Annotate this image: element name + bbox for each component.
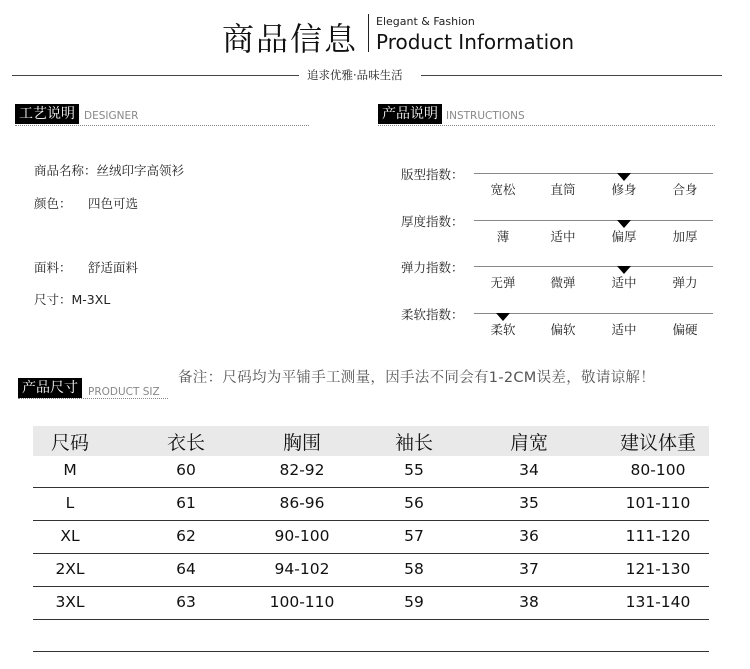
scale-option: 无弹 — [490, 275, 516, 290]
table-cell: 2XL — [55, 560, 85, 578]
scale-option: 柔软 — [490, 322, 516, 337]
table-row-divider — [33, 586, 709, 587]
table-cell: M — [63, 461, 77, 479]
table-cell: 35 — [519, 494, 539, 512]
size-dotted-rule — [18, 398, 168, 399]
table-cell: 90-100 — [274, 527, 330, 545]
table-row-divider — [33, 520, 709, 521]
info-row-fabric — [34, 258, 138, 276]
table-header-cell: 胸围 — [282, 432, 321, 454]
table-header-cell: 建议体重 — [619, 432, 696, 454]
page-title: 商品信息 — [222, 20, 359, 58]
info-label: 尺寸： — [34, 292, 72, 307]
size-tag-en: PRODUCT SIZ — [88, 386, 160, 398]
scale-option: 加厚 — [672, 229, 698, 244]
scale-option: 偏软 — [550, 322, 576, 337]
table-cell: 101-110 — [625, 494, 691, 512]
table-cell: 121-130 — [625, 560, 691, 578]
scale-track — [474, 173, 713, 174]
subtitle-rule-right — [421, 75, 722, 76]
scale-option: 合身 — [672, 182, 698, 197]
table-row-divider — [33, 619, 709, 620]
table-cell: 56 — [404, 494, 424, 512]
table-cell: 63 — [176, 593, 196, 611]
scale-marker-icon — [496, 313, 510, 321]
scale-option: 修身 — [611, 182, 637, 197]
table-header-cell: 衣长 — [166, 432, 205, 454]
table-header-cell: 袖长 — [394, 432, 433, 454]
table-cell: 59 — [404, 593, 424, 611]
table-cell: 82-92 — [279, 461, 325, 479]
table-cell: 86-96 — [279, 494, 325, 512]
table-cell: 100-110 — [269, 593, 335, 611]
info-label: 颜色： — [34, 196, 72, 211]
info-value: M-3XL — [71, 292, 111, 307]
scale-option: 宽松 — [490, 182, 516, 197]
table-cell: 64 — [176, 560, 196, 578]
info-row-size — [34, 290, 110, 308]
subtitle-rule-left — [12, 75, 299, 76]
title-tagline: Elegant & Fashion — [376, 15, 475, 28]
table-cell: 57 — [404, 527, 424, 545]
table-cell: 111-120 — [625, 527, 691, 545]
page-title-english: Product Information — [376, 30, 575, 54]
instructions-tag: 产品说明 — [378, 104, 442, 124]
table-cell: 62 — [176, 527, 196, 545]
table-cell: 80-100 — [630, 461, 686, 479]
table-row-divider — [33, 651, 709, 652]
table-header-cell: 尺码 — [50, 432, 89, 454]
page-subtitle: 追求优雅·品味生活 — [307, 68, 403, 82]
scale-option: 适中 — [611, 275, 637, 290]
table-cell: 131-140 — [625, 593, 691, 611]
table-cell: L — [65, 494, 75, 512]
scale-option: 微弹 — [550, 275, 576, 290]
table-cell: 58 — [404, 560, 424, 578]
designer-tag-en: DESIGNER — [84, 110, 139, 122]
scale-marker-icon — [617, 173, 631, 181]
designer-dotted-rule — [15, 125, 309, 126]
table-cell: 61 — [176, 494, 196, 512]
table-cell: 34 — [519, 461, 539, 479]
designer-tag: 工艺说明 — [15, 104, 79, 124]
table-cell: 36 — [519, 527, 539, 545]
info-label: 商品名称： — [34, 163, 97, 178]
scale-label: 版型指数： — [401, 167, 464, 182]
scale-option: 适中 — [611, 322, 637, 337]
scale-marker-icon — [617, 266, 631, 274]
table-row-divider — [33, 553, 709, 554]
scale-label: 弹力指数： — [401, 260, 464, 275]
table-cell: 38 — [519, 593, 539, 611]
scale-label: 厚度指数： — [401, 214, 464, 229]
scale-track — [474, 220, 713, 221]
info-label: 面料： — [34, 260, 72, 275]
size-tag: 产品尺寸 — [18, 378, 82, 398]
table-cell: 60 — [176, 461, 196, 479]
table-row-divider — [33, 487, 709, 488]
table-cell: 94-102 — [274, 560, 330, 578]
scale-marker-icon — [617, 220, 631, 228]
info-value: 丝绒印字高领衫 — [96, 163, 185, 178]
measurement-note: 备注：尺码均为平铺手工测量，因手法不同会有1-2CM误差，敬请谅解！ — [178, 370, 656, 386]
scale-option: 直筒 — [550, 182, 576, 197]
info-value: 四色可选 — [88, 196, 139, 211]
info-row-name — [34, 161, 184, 179]
info-value: 舒适面料 — [88, 260, 139, 275]
scale-track — [474, 266, 713, 267]
table-cell: 55 — [404, 461, 424, 479]
table-cell: 3XL — [55, 593, 85, 611]
title-divider — [368, 14, 369, 52]
table-cell: 37 — [519, 560, 539, 578]
scale-option: 薄 — [496, 229, 510, 244]
info-row-color — [34, 194, 138, 212]
scale-label: 柔软指数： — [401, 307, 464, 322]
instructions-dotted-rule — [378, 125, 715, 126]
table-header-cell: 肩宽 — [509, 432, 548, 454]
table-cell: XL — [60, 527, 80, 545]
scale-option: 适中 — [550, 229, 576, 244]
scale-option: 偏硬 — [672, 322, 698, 337]
scale-option: 偏厚 — [611, 229, 637, 244]
instructions-tag-en: INSTRUCTIONS — [446, 110, 525, 122]
scale-option: 弹力 — [672, 275, 698, 290]
